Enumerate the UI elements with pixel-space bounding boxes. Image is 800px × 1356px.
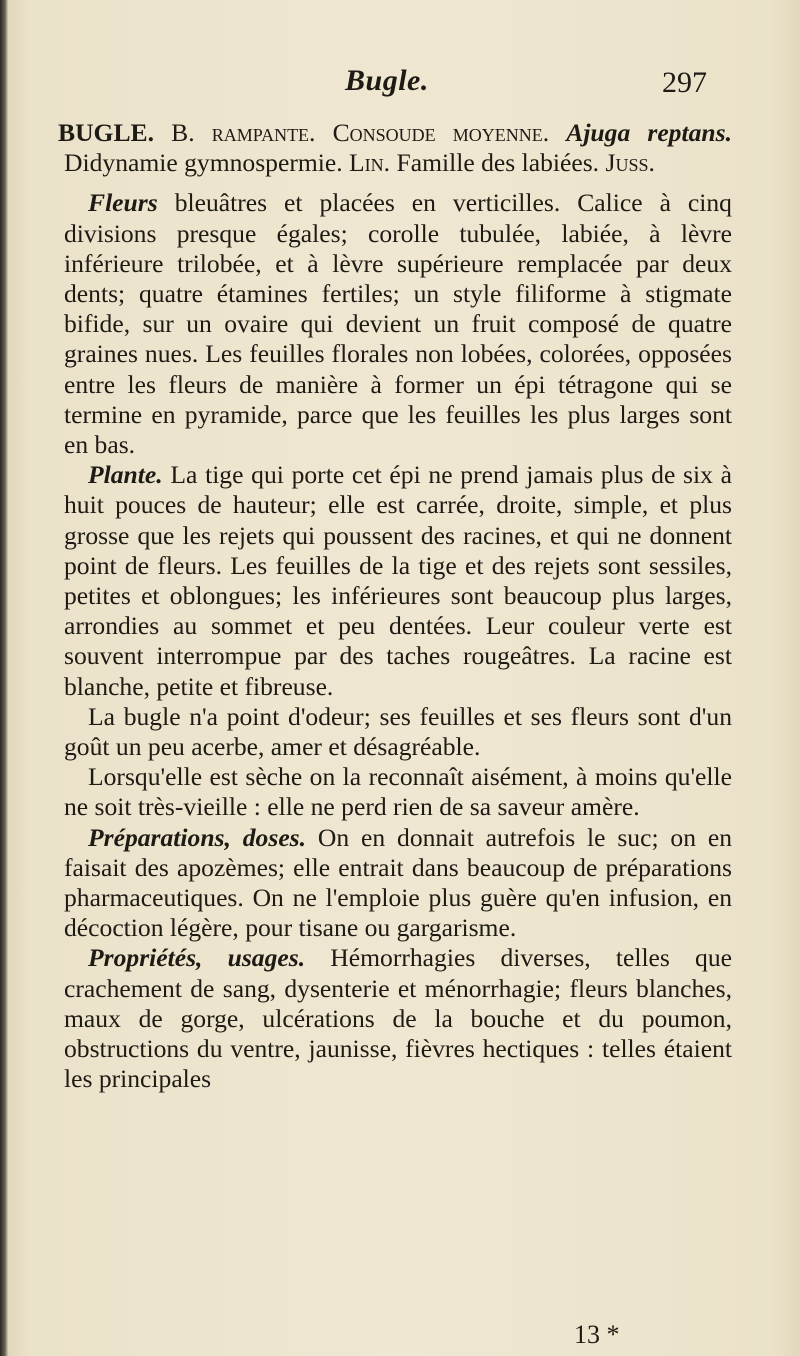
entry-synonyms: B. rampante. Consoude moyenne. [171,118,550,147]
section-text-odeur: La bugle n'a point d'odeur; ses feuilles et ses fleurs sont d'un goût un peu acerbe, amer et désagréable. [64,701,732,762]
family-label: Famille [396,148,475,178]
page-number: 297 [662,66,707,99]
book-spine-shadow [0,0,8,1356]
section-seche [64,762,732,822]
section-text-seche: Lorsqu'elle est sèche on la reconnaît aisément, à moins qu'elle ne soit très-vieille : elle ne perd rien de sa saveur amère. [64,762,732,822]
page-body [58,118,733,1095]
section-proprietes [64,943,732,1094]
section-heading-preparations: Préparations, doses. [88,822,307,852]
family-name: des labiées. [481,148,600,178]
entry-heading [58,118,732,178]
section-text-preparations: On en donnait autrefois le suc; on en faisait des apozèmes; elle entrait dans beaucoup de préparations pharmaceutiques. On ne l'emploie plus guère qu'en infusion, en décoction légère, pour tisane ou gargarisme. [64,822,733,943]
running-title: Bugle. [345,64,429,97]
authority-jussieu: Juss. [605,148,655,178]
entry-name: BUGLE. [58,118,155,147]
printer-signature-mark: 13 * [574,1320,620,1349]
page-header [0,64,800,104]
section-preparations [64,823,732,944]
section-text-fleurs: bleuâtres et placées en verticilles. Calice à cinq divisions presque égales; corolle tubulée, labiée, à lèvre inférieure trilobée, et à lèvre supérieure remplacée par deux dents; quatre étamines fertiles; un style filiforme à stigmate bifide, sur un ovaire qui devient un fruit composé de quatre graines nues. Les feuilles florales non lobées, colorées, opposées entre les fleurs de manière à former un épi tétragone qui se termine en pyramide, parce que les feuilles les plus larges sont en bas. [64,188,732,460]
section-plante [64,460,732,702]
latin-name: Ajuga reptans. [566,118,732,147]
section-odeur [64,702,732,762]
section-heading-fleurs: Fleurs [88,188,158,218]
authority-linnaeus: Lin. [349,148,391,178]
section-text-plante: La tige qui porte cet épi ne prend jamais plus de six à huit pouces de hauteur; elle est carrée, droite, simple, et plus grosse que les rejets qui poussent des racines, et qui ne donnent point de fleurs. Les feuilles de la tige et des rejets sont sessiles, petites et oblongues; les inférieures sont beaucoup plus larges, arrondies au sommet et peu dentées. Leur couleur verte est souvent interrompue par des taches rougeâtres. La racine est blanche, petite et fibreuse. [64,460,732,701]
section-text-proprietes: Hémorrhagies diverses, telles que crachement de sang, dysenterie et ménorrhagie; fleurs blanches, maux de gorge, ulcérations de la bouche et du poumon, obstructions du ventre, jaunisse, fièvres hectiques : telles étaient les principales [64,943,732,1094]
classification: Didynamie gymnospermie. [64,148,343,178]
section-heading-proprietes: Propriétés, usages. [88,943,306,973]
section-fleurs [64,188,732,460]
section-heading-plante: Plante. [88,460,163,490]
